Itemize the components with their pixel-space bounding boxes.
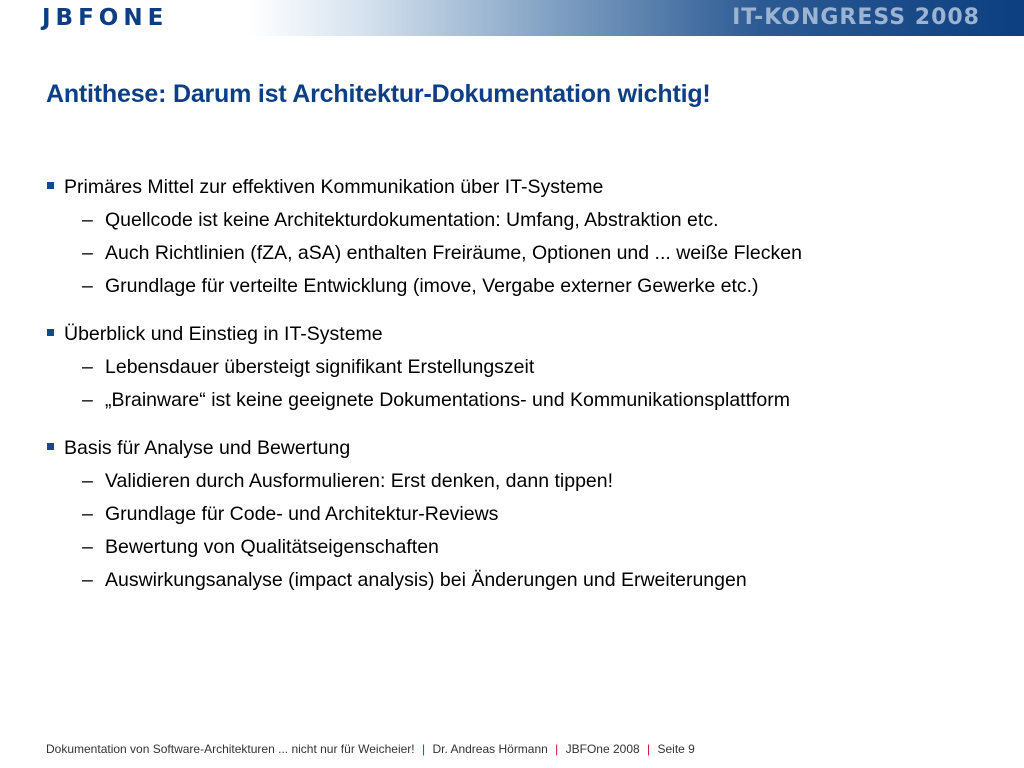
dash-bullet-icon: –	[82, 569, 93, 591]
dash-bullet-icon: –	[82, 356, 93, 378]
sub-bullet-text: Quellcode ist keine Architekturdokumentation: Umfang, Abstraktion etc.	[105, 209, 719, 231]
dash-bullet-icon: –	[82, 389, 93, 411]
sub-bullet-item	[46, 355, 986, 379]
sub-bullet-text: Grundlage für Code- und Architektur-Reviews	[105, 503, 499, 525]
sub-bullet-text: Auch Richtlinien (fZA, aSA) enthalten Freiräume, Optionen und ... weiße Flecken	[105, 242, 802, 264]
bullet-text: Primäres Mittel zur effektiven Kommunikation über IT-Systeme	[64, 176, 604, 198]
sub-bullet-item	[46, 241, 986, 265]
bullet-text: Überblick und Einstieg in IT-Systeme	[64, 323, 383, 345]
page-title: Antithese: Darum ist Architektur-Dokumentation wichtig!	[46, 80, 711, 108]
bullet-item	[46, 175, 986, 199]
footer-separator: |	[421, 742, 426, 756]
square-bullet-icon	[47, 182, 54, 189]
dash-bullet-icon: –	[82, 470, 93, 492]
sub-bullet-item	[46, 535, 986, 559]
sub-bullet-text: Auswirkungsanalyse (impact analysis) bei Änderungen und Erweiterungen	[105, 569, 747, 591]
sub-bullet-text: Grundlage für verteilte Entwicklung (imove, Vergabe externer Gewerke etc.)	[105, 275, 759, 297]
header-bar	[0, 0, 1024, 36]
sub-bullet-item	[46, 568, 986, 592]
dash-bullet-icon: –	[82, 209, 93, 231]
sub-bullet-text: Validieren durch Ausformulieren: Erst denken, dann tippen!	[105, 470, 614, 492]
bullet-list	[46, 175, 986, 592]
square-bullet-icon	[47, 329, 54, 336]
footer-page-number: Seite 9	[657, 742, 695, 756]
dash-bullet-icon: –	[82, 503, 93, 525]
sub-bullet-item	[46, 208, 986, 232]
dash-bullet-icon: –	[82, 242, 93, 264]
footer-talk-title: Dokumentation von Software-Architekturen ... nicht nur für Weicheier!	[46, 742, 415, 756]
sub-bullet-item	[46, 388, 986, 412]
footer	[46, 742, 695, 756]
footer-separator: |	[555, 742, 559, 756]
jbfone-logo: JBFONE	[42, 5, 169, 31]
footer-speaker: Dr. Andreas Hörmann	[432, 742, 548, 756]
sub-bullet-item	[46, 274, 986, 298]
sub-bullet-text: Lebensdauer übersteigt signifikant Erstellungszeit	[105, 356, 535, 378]
sub-bullet-item	[46, 469, 986, 493]
square-bullet-icon	[47, 443, 54, 450]
event-title: IT-KONGRESS 2008	[732, 5, 980, 30]
bullet-text: Basis für Analyse und Bewertung	[64, 437, 351, 459]
bullet-item	[46, 322, 986, 346]
footer-separator: |	[647, 742, 651, 756]
sub-bullet-item	[46, 502, 986, 526]
sub-bullet-text: Bewertung von Qualitätseigenschaften	[105, 536, 439, 558]
dash-bullet-icon: –	[82, 536, 93, 558]
footer-event: JBFOne 2008	[565, 742, 640, 756]
bullet-item	[46, 436, 986, 460]
sub-bullet-text: „Brainware“ ist keine geeignete Dokumentations- und Kommunikationsplattform	[105, 389, 791, 411]
dash-bullet-icon: –	[82, 275, 93, 297]
